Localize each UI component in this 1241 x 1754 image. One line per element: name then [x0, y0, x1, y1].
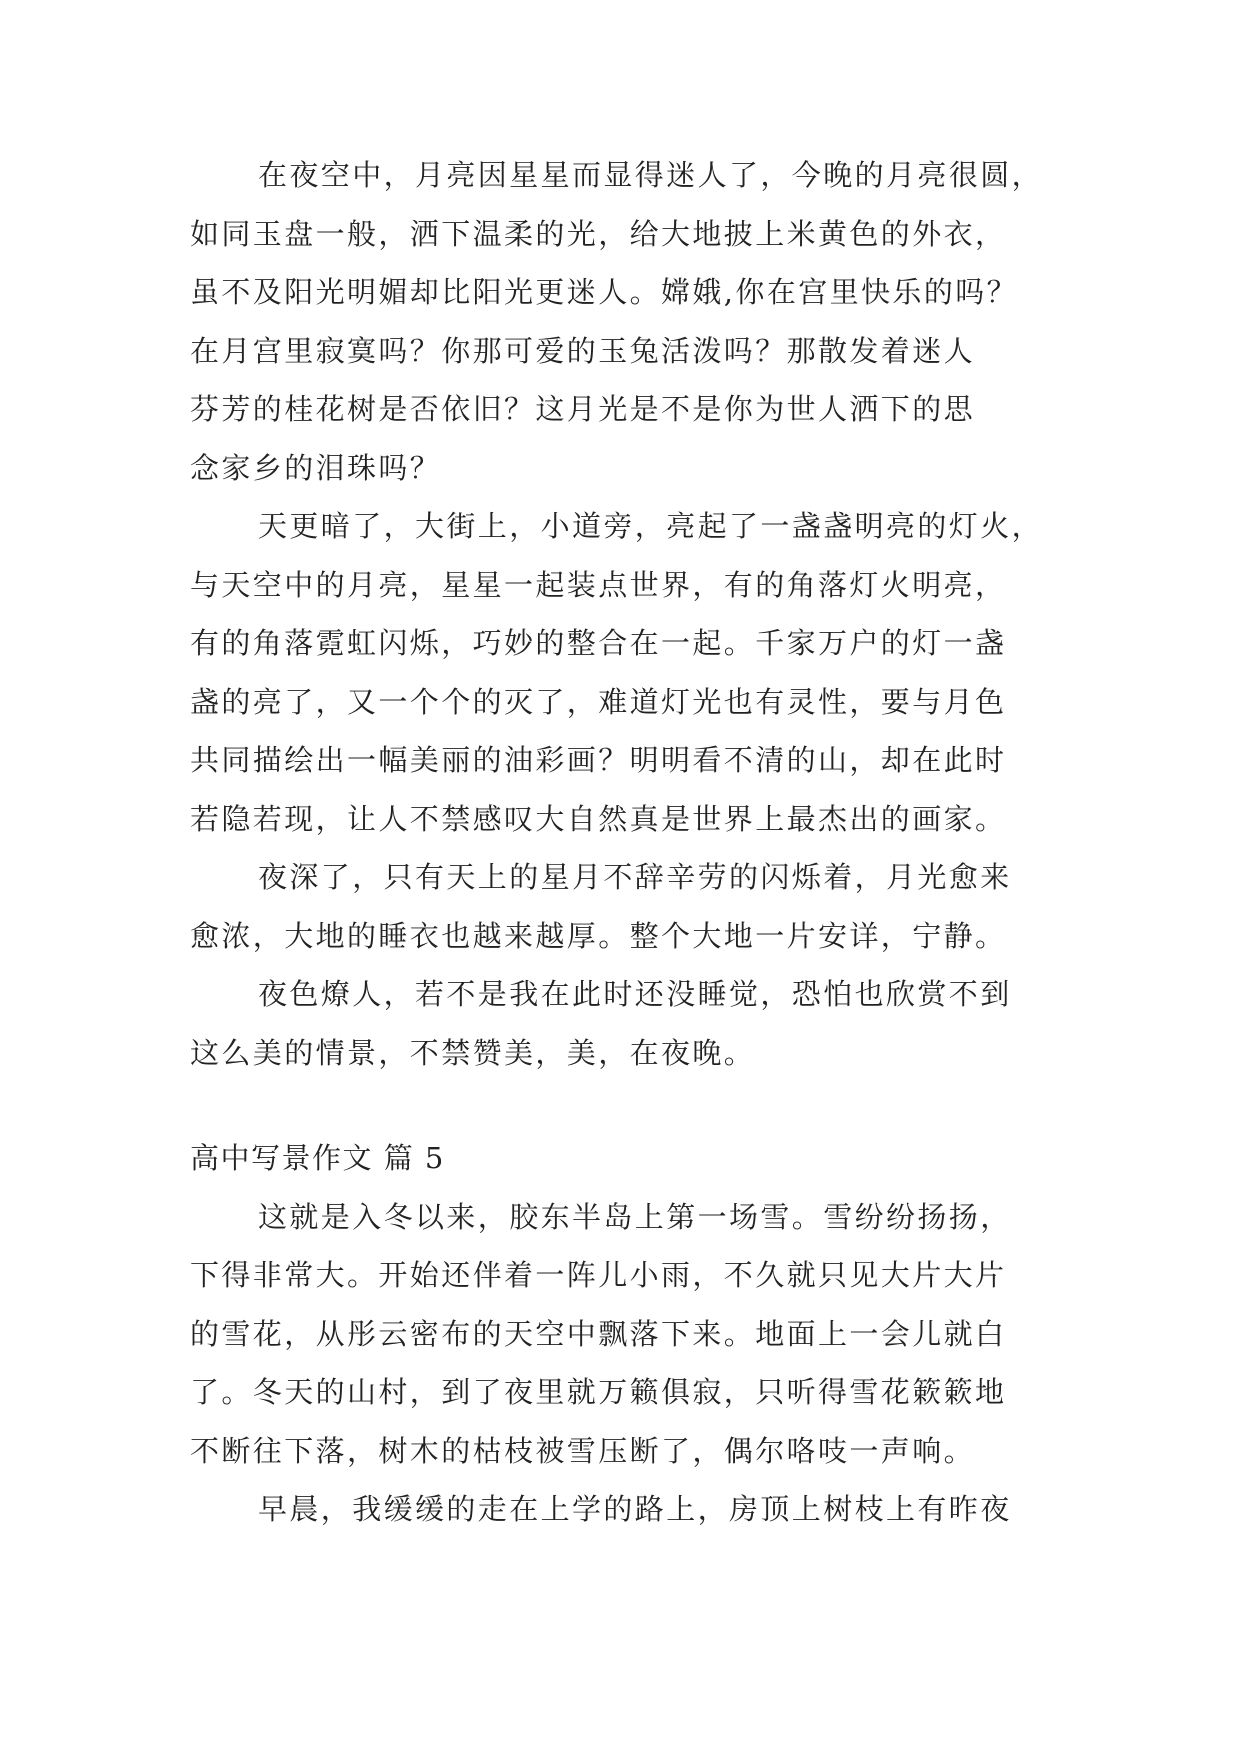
- paragraph: [190, 857, 1070, 974]
- text-line: 这就是入冬以来，胶东半岛上第一场雪。雪纷纷扬扬，: [258, 1199, 1012, 1234]
- text-line: 芬芳的桂花树是否依旧？这月光是不是你为世人洒下的思: [190, 392, 976, 426]
- text-line: 的雪花，从彤云密布的天空中飘落下来。地面上一会儿就白: [190, 1316, 1007, 1351]
- text-line: 天更暗了，大街上，小道旁，亮起了一盏盏明亮的灯火，: [258, 509, 1044, 543]
- document-body: [190, 155, 1070, 1548]
- section-heading: 高中写景作文 篇 5: [190, 1141, 445, 1175]
- text-line: 虽不及阳光明媚却比阳光更迷人。嫦娥,你在宫里快乐的吗？: [190, 275, 1019, 309]
- text-line: 与天空中的月亮，星星一起装点世界，有的角落灯火明亮，: [190, 567, 1007, 602]
- text-line: 若隐若现，让人不禁感叹大自然真是世界上最杰出的画家。: [190, 801, 1007, 836]
- paragraph: [190, 974, 1070, 1091]
- text-line: 如同玉盘一般，洒下温柔的光，给大地披上米黄色的外衣，: [190, 216, 1007, 251]
- text-line: 有的角落霓虹闪烁，巧妙的整合在一起。千家万户的灯一盏: [190, 626, 1007, 660]
- text-line: 夜深了，只有天上的星月不辞辛劳的闪烁着，月光愈来: [258, 860, 1012, 894]
- paragraph: [190, 506, 1070, 857]
- text-line: 不断往下落，树木的枯枝被雪压断了，偶尔咯吱一声响。: [190, 1433, 976, 1468]
- text-line: 这么美的情景，不禁赞美，美，在夜晚。: [190, 1035, 756, 1070]
- text-line: 念家乡的泪珠吗？: [190, 450, 442, 485]
- paragraph: [190, 1489, 1070, 1548]
- text-line: 夜色燎人，若不是我在此时还没睡觉，恐怕也欣赏不到: [258, 977, 1012, 1011]
- paragraph: [190, 155, 1070, 506]
- text-line: 在月宫里寂寞吗？你那可爱的玉兔活泼吗？那散发着迷人: [190, 333, 976, 368]
- text-line: 在夜空中，月亮因星星而显得迷人了，今晚的月亮很圆，: [258, 158, 1044, 192]
- paragraph: [190, 1197, 1070, 1490]
- text-line: 下得非常大。开始还伴着一阵儿小雨，不久就只见大片大片: [190, 1258, 1007, 1292]
- text-line: 愈浓，大地的睡衣也越来越厚。整个大地一片安详，宁静。: [190, 918, 1007, 953]
- text-line: 早晨，我缓缓的走在上学的路上，房顶上树枝上有昨夜: [258, 1492, 1012, 1526]
- text-line: 了。冬天的山村，到了夜里就万籁俱寂，只听得雪花簌簌地: [190, 1375, 1007, 1409]
- text-line: 盏的亮了，又一个个的灭了，难道灯光也有灵性，要与月色: [190, 684, 1007, 719]
- text-line: 共同描绘出一幅美丽的油彩画？明明看不清的山，却在此时: [190, 743, 1007, 777]
